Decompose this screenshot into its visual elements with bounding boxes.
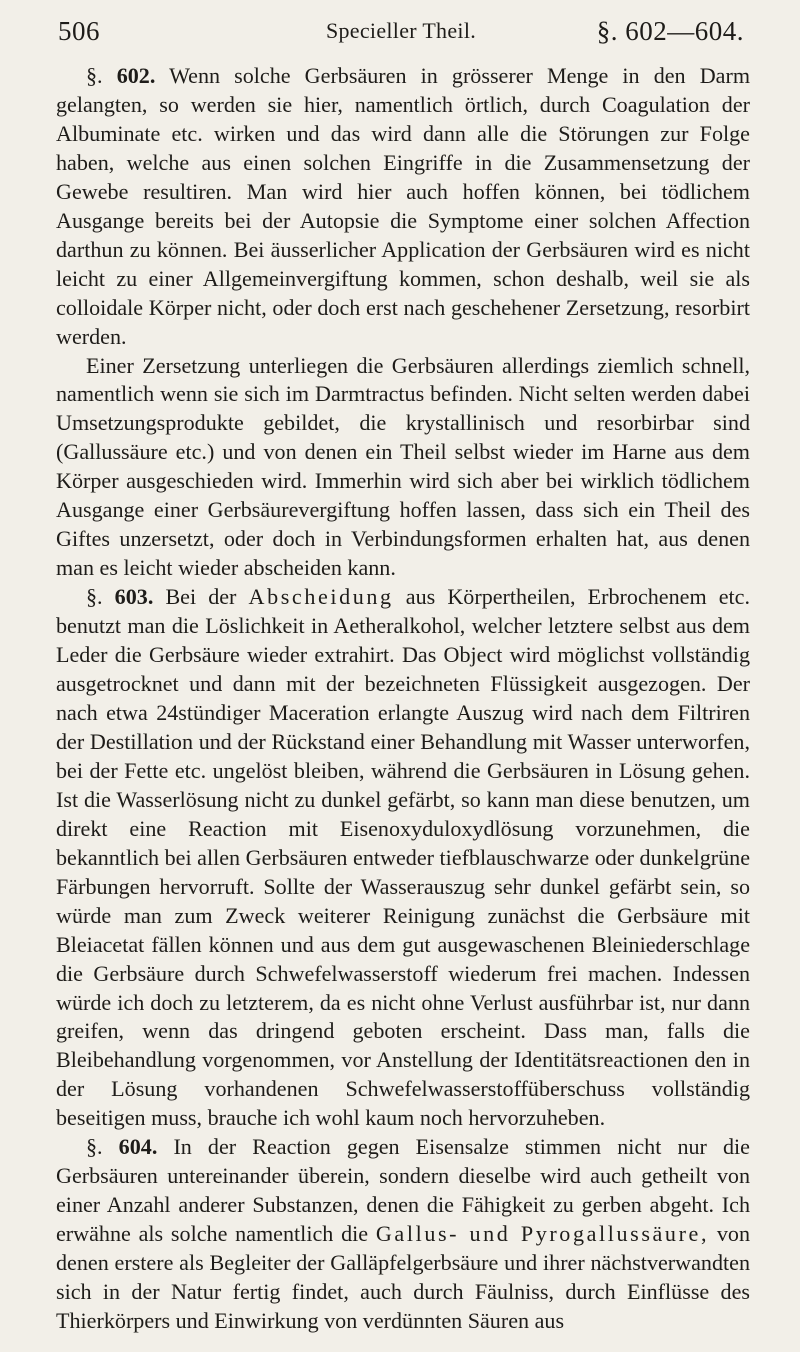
- paragraph-602: [56, 62, 750, 352]
- section-sign: §.: [86, 63, 103, 88]
- paragraph-text: In der Reaction gegen Eisensalze stimmen nicht nur die Gerbsäuren untereinander überein, sondern dieselbe wird auch getheilt von einer Anzahl anderer Substanzen, denen die Fähigkeit zu gerben abgeht. Ich erwähne als solche namentlich die: [56, 1134, 750, 1247]
- section-number-602: 602.: [116, 63, 156, 88]
- running-title: Specieller Theil.: [325, 18, 477, 43]
- section-number-604: 604.: [118, 1134, 158, 1160]
- section-sign: §.: [86, 1134, 103, 1160]
- section-range: §. 602—604.: [596, 16, 744, 46]
- section-number-603: 603.: [114, 584, 154, 610]
- page-number: 506: [58, 16, 100, 46]
- running-head: [58, 16, 744, 50]
- paragraph-603: [56, 583, 750, 1133]
- paragraph-text: Einer Zersetzung unterliegen die Gerbsäuren allerdings ziemlich schnell, namentlich wenn sie sich im Darmtractus befinden. Nicht selten werden dabei Umsetzungsprodukte gebildet, die krystallinisch und resorbirbar sind (Gallussäure etc.) und von denen ein Theil selbst wieder im Harne aus dem Körper ausgeschieden wird. Immerhin wird sich aber bei wirklich tödlichem Ausgange einer Gerbsäurevergiftung hoffen lassen, dass sich ein Theil des Giftes unzersetzt, oder doch in Verbindungsformen erhalten hat, aus denen man es leicht wieder abscheiden kann.: [56, 352, 750, 581]
- paragraph-604: [56, 1133, 750, 1336]
- body-text: [56, 62, 750, 1336]
- emphasis-term: Gallus- und Pyrogallussäure,: [375, 1221, 710, 1247]
- paragraph-tail: von denen erstere als Begleiter der Galläpfelgerbsäure und ihrer nächstverwandten sich in der Natur fertig findet, auch durch Fäulniss, durch Einflüsse des Thierkörpers und Einwirkung von verdünnten Säuren aus: [56, 1221, 750, 1333]
- paragraph-text: Wenn solche Gerbsäuren in grösserer Menge in den Darm gelangten, so werden sie hier, namentlich örtlich, durch Coagulation der Albuminate etc. wirken und das wird dann alle die Störungen zur Folge haben, welche aus einen solchen Eingriffe in die Zusammensetzung der Gewebe resultiren. Man wird hier auch hoffen können, bei tödlichem Ausgange bereits bei der Autopsie die Symptome einer solchen Affection darthun zu können. Bei äusserlicher Application der Gerbsäuren wird es nicht leicht zu einer Allgemeinvergiftung kommen, schon deshalb, weil sie als colloidale Körper nicht, oder doch erst nach geschehener Zersetzung, resorbirt werden.: [56, 63, 751, 349]
- paragraph-lead: Bei der: [165, 584, 237, 610]
- emphasis-term: Abscheidung: [248, 584, 394, 610]
- paragraph-text: aus Körpertheilen, Erbrochenem etc. benutzt man die Löslichkeit in Aetheralkohol, welcher letztere selbst aus dem Leder die Gerbsäure wieder extrahirt. Das Object wird möglichst vollständig ausgetrocknet und dann mit der bezeichneten Flüssigkeit ausgezogen. Der nach etwa 24stündiger Maceration erlangte Auszug wird nach dem Filtriren der Destillation und der Rückstand einer Behandlung mit Wasser unterworfen, bei der Fette etc. ungelöst bleiben, während die Gerbsäuren in Lösung gehen. Ist die Wasserlösung nicht zu dunkel gefärbt, so kann man diese benutzen, um direkt eine Reaction mit Eisenoxyduloxydlösung vorzunehmen, die bekanntlich bei allen Gerbsäuren entweder tiefblauschwarze oder dunkelgrüne Färbungen hervorruft. Sollte der Wasserauszug sehr dunkel gefärbt sein, so würde man zum Zweck weiterer Reinigung zunächst die Gerbsäure mit Bleiacetat fällen können und aus dem gut ausgewaschenen Bleiniederschlage die Gerbsäure durch Schwefelwasserstoff wiederum frei machen. Indessen würde ich doch zu letzterem, da es nicht ohne Verlust ausführbar ist, nur dann greifen, wenn das dringend geboten erscheint. Dass man, falls die Bleibehandlung vorgenommen, vor Anstellung der Identitätsreactionen den in der Lösung vorhandenen Schwefelwasserstoffüberschuss vollständig beseitigen muss, brauche ich wohl kaum noch hervorzuheben.: [56, 584, 750, 1131]
- paragraph-602-continued: [56, 352, 750, 584]
- section-sign: §.: [86, 584, 103, 610]
